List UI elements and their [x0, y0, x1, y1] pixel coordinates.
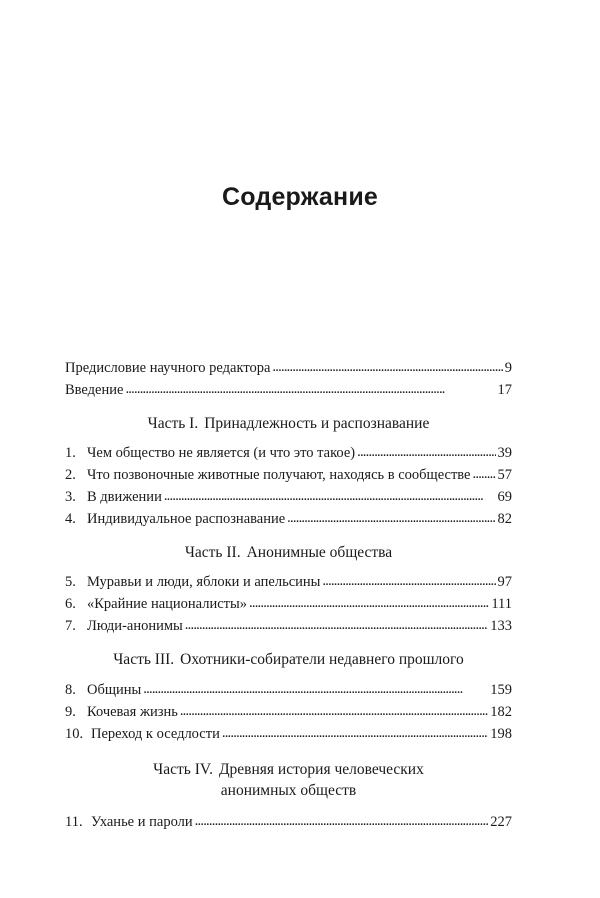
dot-leader	[164, 485, 496, 507]
chapter-page: 133	[490, 618, 512, 634]
chapter-title: В движении	[87, 489, 162, 505]
chapter-page: 198	[490, 726, 512, 742]
part-label: Часть II.	[184, 544, 241, 561]
chapter-page: 39	[497, 445, 512, 461]
toc-entry-label: Введение	[65, 382, 124, 398]
dot-leader	[185, 614, 488, 636]
chapter-number: 9.	[65, 704, 76, 720]
dot-leader	[272, 356, 502, 378]
dot-leader	[222, 722, 488, 744]
toc-chapter-2[interactable]	[65, 464, 512, 486]
toc-chapter-5[interactable]	[65, 571, 512, 593]
chapter-page: 69	[497, 489, 512, 505]
chapter-page: 227	[490, 814, 512, 830]
chapter-number: 1.	[65, 445, 76, 461]
dot-leader	[249, 592, 489, 614]
chapter-title: Общины	[87, 682, 142, 698]
part-title: Анонимные общества	[246, 544, 393, 561]
toc-chapter-8[interactable]	[65, 679, 512, 701]
part-title-line-2: анонимных обществ	[220, 782, 357, 799]
dot-leader	[322, 570, 495, 592]
chapter-page: 82	[497, 511, 512, 527]
toc-chapter-7[interactable]	[65, 615, 512, 637]
chapter-page: 159	[490, 682, 512, 698]
part-label: Часть IV.	[153, 761, 213, 778]
chapter-title: Что позвоночные животные получают, находясь в сообществе	[87, 467, 471, 483]
chapter-title: Индивидуальное распознавание	[87, 511, 286, 527]
chapter-number: 11.	[65, 814, 83, 830]
dot-leader	[287, 507, 495, 529]
toc-entry-page: 17	[497, 382, 512, 398]
toc-entry-introduction[interactable]	[65, 379, 512, 401]
chapter-title: Люди-анонимы	[87, 618, 183, 634]
toc-chapter-6[interactable]	[65, 593, 512, 615]
part-label: Часть I.	[147, 415, 199, 432]
part-heading-1	[65, 413, 512, 434]
toc-chapter-9[interactable]	[65, 701, 512, 723]
chapter-title: Переход к оседлости	[91, 726, 220, 742]
chapter-title: «Крайние националисты»	[87, 596, 247, 612]
toc-chapter-11[interactable]	[65, 811, 512, 833]
dot-leader	[195, 810, 489, 832]
dot-leader	[143, 678, 488, 700]
toc-entry-page: 9	[504, 360, 512, 376]
part-label: Часть III.	[113, 651, 175, 668]
dot-leader	[125, 378, 495, 400]
part-title-line-1: Древняя история человеческих	[218, 761, 424, 778]
chapter-title: Чем общество не является (и что это такое)	[87, 445, 356, 461]
chapter-title: Муравьи и люди, яблоки и апельсины	[87, 574, 321, 590]
part-heading-2	[65, 542, 512, 563]
part-title: Охотники-собиратели недавнего прошлого	[180, 651, 464, 668]
chapter-page: 57	[497, 467, 512, 483]
part-heading-3	[65, 649, 512, 670]
toc-chapter-3[interactable]	[65, 486, 512, 508]
chapter-page: 97	[497, 574, 512, 590]
toc-entry-label: Предисловие научного редактора	[65, 360, 271, 376]
chapter-page: 182	[490, 704, 512, 720]
table-of-contents	[65, 357, 512, 833]
part-heading-4	[65, 759, 512, 801]
page-title: Содержание	[221, 183, 379, 211]
toc-chapter-10[interactable]	[65, 723, 512, 745]
chapter-number: 2.	[65, 467, 76, 483]
chapter-number: 3.	[65, 489, 76, 505]
chapter-number: 10.	[65, 726, 84, 742]
chapter-number: 6.	[65, 596, 76, 612]
toc-entry-foreword[interactable]	[65, 357, 512, 379]
chapter-number: 8.	[65, 682, 76, 698]
chapter-number: 5.	[65, 574, 76, 590]
toc-chapter-1[interactable]	[65, 442, 512, 464]
dot-leader	[357, 441, 495, 463]
chapter-number: 7.	[65, 618, 76, 634]
chapter-title: Кочевая жизнь	[87, 704, 178, 720]
dot-leader	[473, 463, 496, 485]
toc-chapter-4[interactable]	[65, 508, 512, 530]
chapter-title: Уханье и пароли	[91, 814, 193, 830]
chapter-page: 111	[491, 596, 512, 612]
part-title: Принадлежность и распознавание	[204, 415, 430, 432]
chapter-number: 4.	[65, 511, 76, 527]
dot-leader	[180, 700, 488, 722]
